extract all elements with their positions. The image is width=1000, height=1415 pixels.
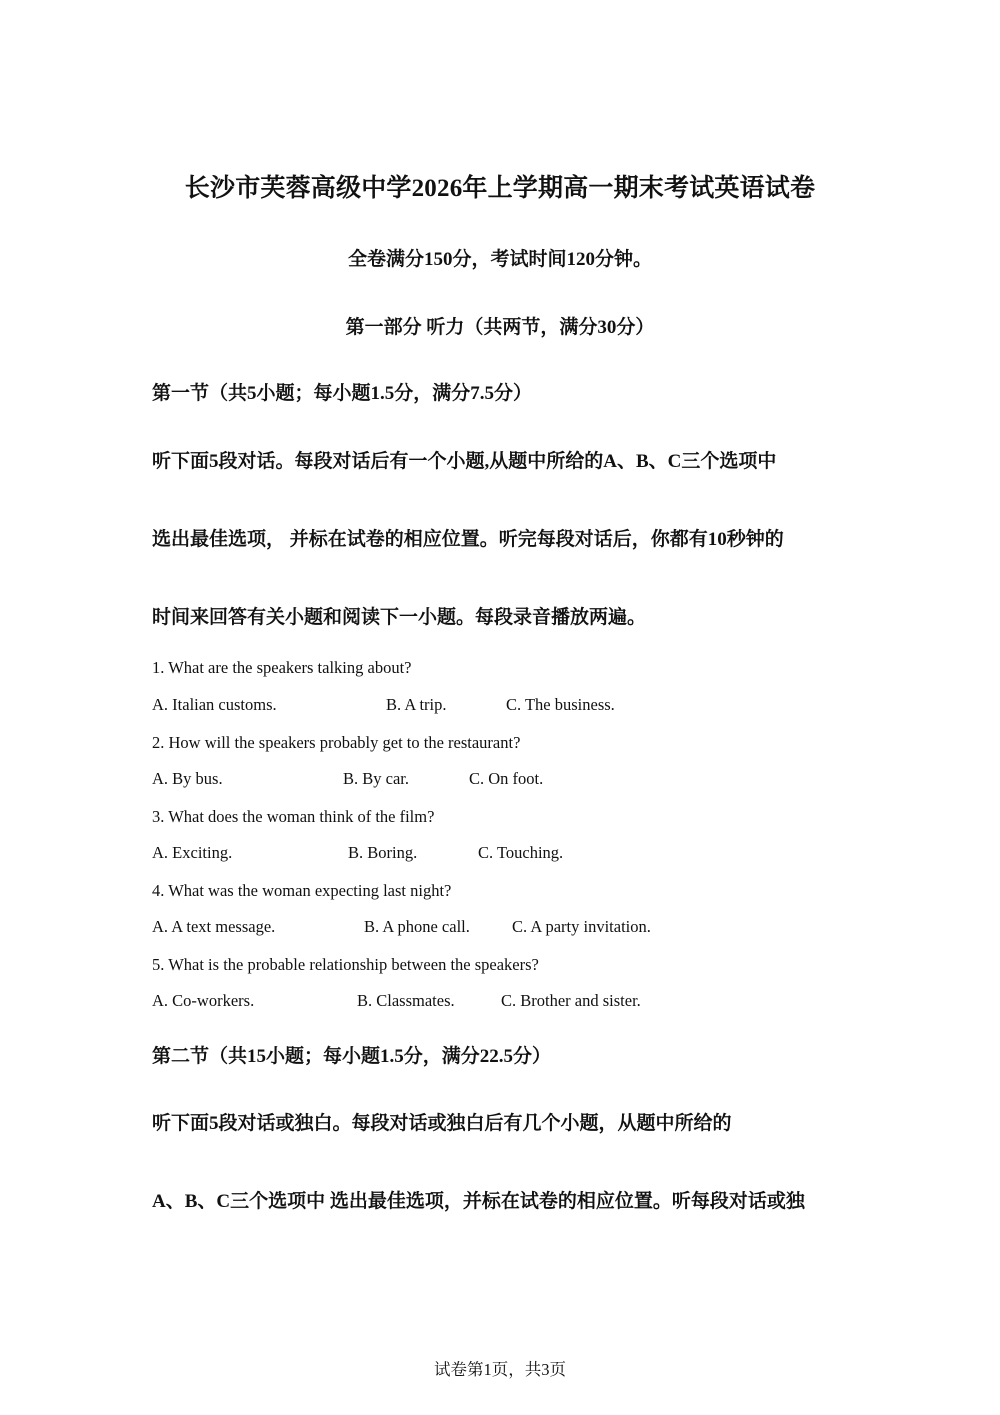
option-a: A. Italian customs. (152, 695, 277, 714)
score-info: 全卷满分150分，考试时间120分钟。 (347, 249, 652, 270)
section-one-instruction-line: 听下面5段对话。每段对话后有一个小题,从题中所给的A、B、C三个选项中 (152, 451, 777, 472)
option-c: C. Touching. (478, 843, 564, 862)
option-b: B. A trip. (386, 695, 447, 714)
option-b: B. Boring. (348, 843, 418, 862)
option-c: C. A party invitation. (512, 917, 651, 936)
option-a: A. A text message. (152, 917, 276, 936)
option-b: B. A phone call. (364, 917, 470, 936)
option-b: B. Classmates. (357, 991, 455, 1010)
question-stem: 2. How will the speakers probably get to the restaurant? (152, 733, 521, 752)
section-one-instruction-line: 选出最佳选项， 并标在试卷的相应位置。听完每段对话后，你都有10秒钟的 (152, 529, 784, 550)
section-two-instruction-line: A、B、C三个选项中 选出最佳选项，并标在试卷的相应位置。听每段对话或独 (152, 1191, 805, 1212)
part-one-title: 第一部分 听力（共两节，满分30分） (345, 317, 655, 338)
option-b: B. By car. (343, 769, 409, 788)
option-c: C. Brother and sister. (501, 991, 641, 1010)
exam-title: 长沙市芙蓉高级中学2026年上学期高一期末考试英语试卷 (184, 175, 816, 202)
section-one-heading: 第一节（共5小题；每小题1.5分，满分7.5分） (152, 383, 533, 404)
page-footer: 试卷第1页，共3页 (434, 1360, 566, 1379)
option-a: A. Co-workers. (152, 991, 255, 1010)
question-stem: 3. What does the woman think of the film? (152, 807, 435, 826)
option-c: C. The business. (506, 695, 615, 714)
section-one-instruction-line: 时间来回答有关小题和阅读下一小题。每段录音播放两遍。 (152, 607, 647, 628)
option-a: A. By bus. (152, 769, 223, 788)
question-stem: 4. What was the woman expecting last night? (152, 881, 452, 900)
question-stem: 1. What are the speakers talking about? (152, 658, 412, 677)
option-a: A. Exciting. (152, 843, 233, 862)
option-c: C. On foot. (469, 769, 544, 788)
section-two-instruction-line: 听下面5段对话或独白。每段对话或独白后有几个小题，从题中所给的 (152, 1113, 732, 1134)
question-stem: 5. What is the probable relationship between the speakers? (152, 955, 539, 974)
section-two-heading: 第二节（共15小题；每小题1.5分，满分22.5分） (152, 1046, 552, 1067)
